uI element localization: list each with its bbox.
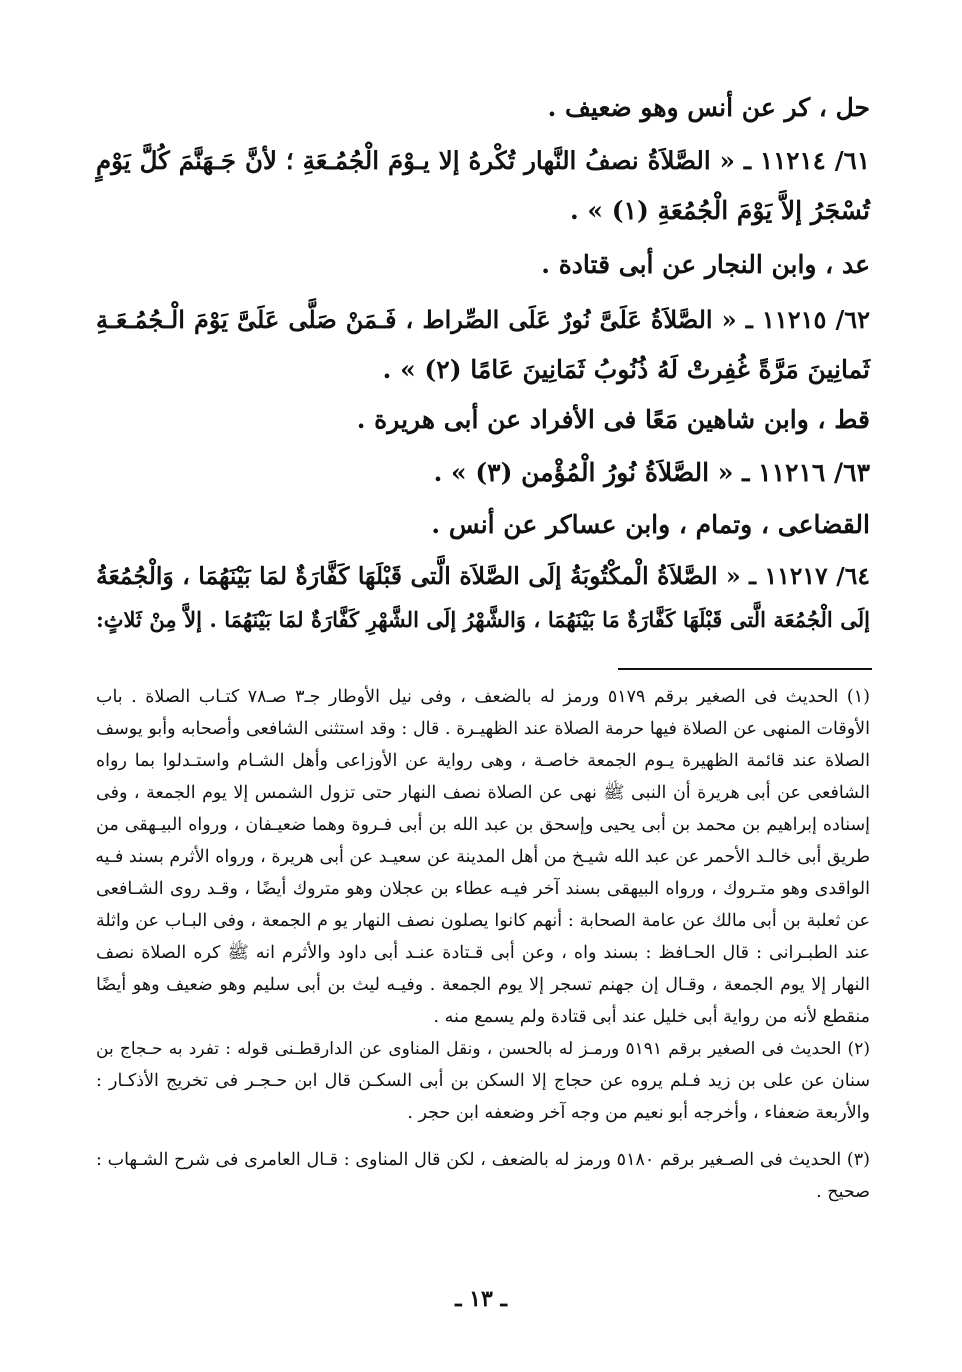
footnote-3-line: صحيح . [816,1182,870,1202]
hadith-11214-line-1: ٦١/ ١١٢١٤ ـ « الصَّلاَةُ نصفُ النَّهار تُكْرهُ إلا يـوْمَ الْجُمُـعَةِ ؛ لأنَّ جَـهَنَّمَ كُلَّ يَوْمٍ [96,146,870,175]
footnote-1-line: الصلاة عند قائمة الظهيرة يـوم الجمعة خاصـة ، وهى رواية عن الأوزاعى وأهل الشـام واستـدلوا بما رواه [96,751,870,771]
hadith-11215-line-2: ثَمانِينَ مَرَّةً غُفِرتْ لَهُ ذُنُوبُ ثَمَانِينَ عَامًا (٢) » . [382,355,870,384]
footnote-2-line: سنان عن على بن زيد فـلم يروه عن حجاج إلا السكن بن أبى السكـن قال ابن حـجـر فى تخريج الأذكـار : [96,1071,870,1091]
footnote-2-line: والأربعة ضعفاء ، وأخرجه أبو نعيم من وجه آخر وضعفه ابن حجر . [407,1103,870,1123]
footnote-1-line: الواقدى وهو متـروك ، ورواه البيهقى بسند آخر فيـه عطاء بن عجلان وهو متروك أيضًا ، وقـد روى الشـافعى [96,879,870,899]
hadith-11217-line-2: إلَى الْجُمُعَة الَّتى قَبْلَهَا كَفَّارَةٌ مَا بَيْنَهُمَا ، وَالشَّهْرُ إلَى الشَّهْرِ كَفَّارَةٌ لمَا بَيْنَهُمَا . إلاَّ مِنْ ثَلاثٍ: [96,607,870,632]
footnote-1-line: إسناده إبراهيم بن محمد بن أبى يحيى وإسحق بن عبد الله بن أبى فـروة وهما ضعيـفان ، ورواه البيـهقى من [96,815,870,835]
footnote-1-line: منقطع لأنه من رواية أبى خليل عند أبى قتادة ولم يسمع منه . [433,1007,870,1027]
hadith-11214-line-2: تُسْجَرُ إلاَّ يَوْمَ الْجُمُعَةِ (١) » . [569,196,870,225]
source-line: قط ، وابن شاهين مَعًا فى الأفراد عن أبى هريرة . [356,405,870,434]
footnote-1-line: الشافعى عن أبى هريرة أن النبى ﷺ نهى عن الصلاة نصف النهار حتى تزول الشمس إلا يوم الجمعة ، وفى [96,783,870,803]
footnote-3-line: (٣) الحديث فى الصـغير برقم ٥١٨٠ ورمز له بالضعف ، لكن قال المناوى : قـال العامرى فى شرح الشـهاب : [96,1150,870,1170]
footnote-separator [618,668,872,670]
hadith-11216: ٦٣/ ١١٢١٦ ـ « الصَّلاَةُ نُورُ الْمُؤْمن (٣) » . [433,458,870,487]
footnote-1-line: عن ثعلبة بن أبى مالك عن عامة الصحابة : أنهم كانوا يصلون نصف النهار يو م الجمعة ، وفى البـاب عن واثلة [96,911,870,931]
footnote-1-line: الأوقات المنهى عن الصلاة فيها حرمة الصلاة عند الظهيـرة . قال : وقد استثنى الشافعى وأصحابه وأبو يوسف [96,719,870,739]
hadith-11215-line-1: ٦٢/ ١١٢١٥ ـ « الصَّلاَةُ عَلَىَّ نُورٌ عَلَى الصِّراط ، فَـمَنْ صَلَّى عَلَىَّ يَوْمَ الْـجُمُـعَـةِ [96,305,871,334]
page-number: ـ ١٣ ـ [455,1286,507,1312]
source-line: حل ، كر عن أنس وهو ضعيف . [547,93,870,122]
footnote-1-line: (١) الحديث فى الصغير برقم ٥١٧٩ ورمز له بالضعف ، وفى نيل الأوطار جـ٣ صـ٧٨ كتـاب الصلاة . باب [96,687,870,707]
source-line: عد ، وابن النجار عن أبى قتادة . [541,250,870,279]
source-line: القضاعى ، وتمام ، وابن عساكر عن أنس . [431,510,870,539]
footnote-1-line: عند الطبـرانى : قال الحـافظ : بسند واه ، وعن أبى قـتادة عنـد أبى داود والأثرم انه ﷺ كره الصلاة نصف [96,943,870,963]
hadith-11217-line-1: ٦٤/ ١١٢١٧ ـ « الصَّلاَةُ الْمكْتُوبَةُ إلَى الصَّلاَة الَّتى قَبْلَهَا كَفَّارَةٌ لمَا بَيْنَهُمَا ، وَالْجُمُعَةُ [96,562,870,590]
footnote-2-line: (٢) الحديث فى الصغير برقم ٥١٩١ ورمـز له بالحسن ، ونقل المناوى عن الدارقطـنى قوله : تفرد به حـجاج بن [96,1039,870,1059]
footnote-1-line: طريق أبى خالـد الأحمر عن عبد الله شيـخ من أهل المدينة عن سعيـد عن أبى هريرة ، ورواه الأثرم بسند فـيه [95,847,870,867]
footnote-1-line: النهار إلا يوم الجمعة ، وقـال إن جهنم تسجر إلا يوم الجمعة . وفيـه ليث بن أبى سليم وهو ضعيف وهو أيضًا [96,975,870,995]
